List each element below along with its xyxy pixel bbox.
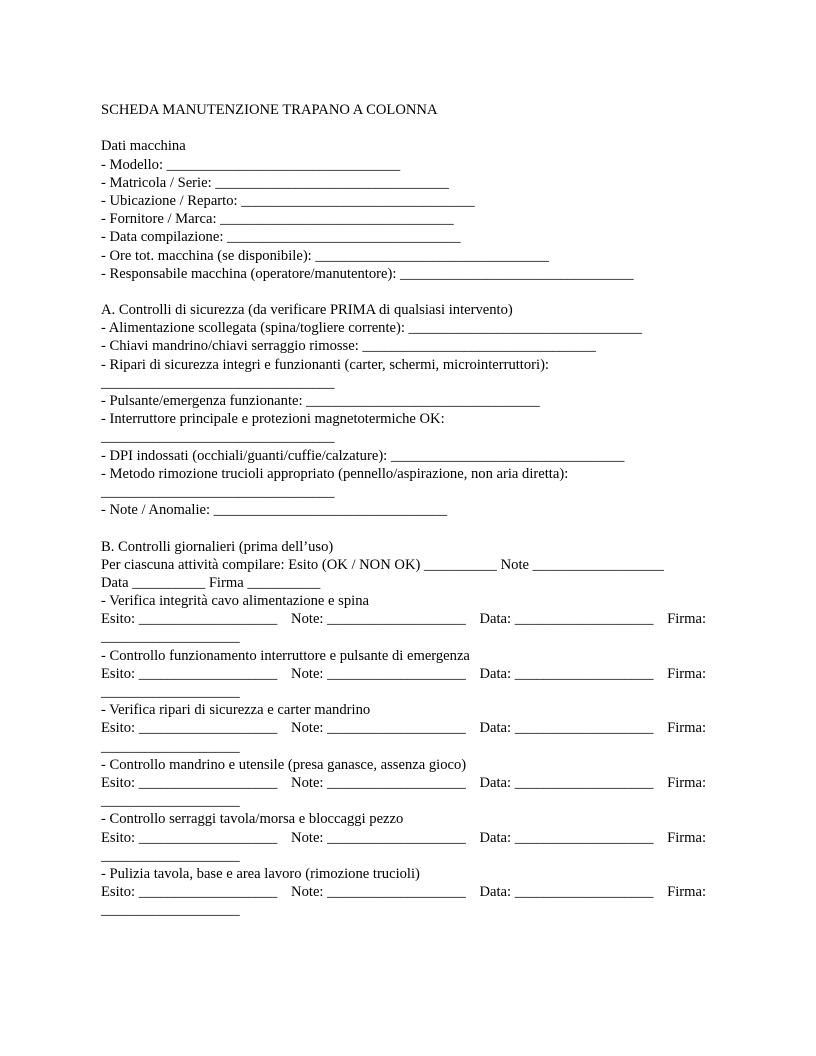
daily-check-item (101, 647, 741, 702)
daily-check-item (101, 865, 741, 920)
daily-item-label: - Verifica ripari di sicurezza e carter mandrino (101, 702, 371, 719)
firma-label: Firma: (667, 720, 706, 737)
daily-item-label: - Pulizia tavola, base e area lavoro (rimozione trucioli) (101, 865, 420, 882)
safety-line: - Chiavi mandrino/chiavi serraggio rimosse: ________________________________ (101, 338, 596, 355)
daily-item-fields (101, 774, 706, 792)
machine-section-heading: Dati macchina (101, 138, 186, 155)
data-field: Data: ___________________ (479, 774, 654, 791)
safety-line: - Note / Anomalie: ________________________________ (101, 502, 448, 519)
note-field: Note: ___________________ (291, 665, 466, 682)
safety-line: ________________________________ (101, 429, 335, 446)
firma-label: Firma: (667, 774, 706, 791)
firma-label: Firma: (667, 884, 706, 901)
spacer (101, 119, 741, 137)
safety-line: - Pulsante/emergenza funzionante: ________________________________ (101, 393, 540, 409)
daily-item-fields (101, 883, 706, 901)
safety-line: - Ripari di sicurezza integri e funzionanti (carter, schermi, microinterruttori): (101, 356, 549, 373)
esito-field: Esito: ___________________ (101, 829, 278, 846)
firma-label: Firma: (667, 665, 706, 682)
daily-item-label: - Controllo serraggi tavola/morsa e bloccaggi pezzo (101, 811, 404, 828)
daily-instructions: Data __________ Firma __________ (101, 574, 321, 591)
spacer (101, 283, 741, 301)
field-matricola: - Matricola / Serie: ________________________________ (101, 174, 449, 191)
note-field: Note: ___________________ (291, 884, 466, 901)
page-title: SCHEDA MANUTENZIONE TRAPANO A COLONNA (101, 102, 438, 118)
daily-check-item (101, 810, 741, 865)
daily-item-fields (101, 829, 706, 847)
esito-field: Esito: ___________________ (101, 774, 278, 791)
data-field: Data: ___________________ (479, 829, 654, 846)
firma-line: ___________________ (101, 684, 240, 700)
firma-line: ___________________ (101, 738, 240, 755)
daily-instructions: Per ciascuna attività compilare: Esito (OK / NON OK) __________ Note __________________ (101, 556, 664, 573)
safety-line: - DPI indossati (occhiali/guanti/cuffie/calzature): ________________________________ (101, 447, 625, 464)
daily-item-fields (101, 610, 706, 628)
data-field: Data: ___________________ (479, 720, 654, 737)
daily-checklist (101, 592, 741, 919)
field-modello: - Modello: ________________________________ (101, 156, 401, 173)
data-field: Data: ___________________ (479, 884, 654, 901)
field-fornitore: - Fornitore / Marca: ________________________________ (101, 211, 454, 228)
data-field: Data: ___________________ (479, 665, 654, 682)
daily-item-label: - Verifica integrità cavo alimentazione e spina (101, 593, 369, 610)
daily-item-label: - Controllo mandrino e utensile (presa ganasce, assenza gioco) (101, 756, 467, 773)
safety-line: - Alimentazione scollegata (spina/togliere corrente): ________________________________ (101, 320, 643, 337)
field-responsabile: - Responsabile macchina (operatore/manutentore): ________________________________ (101, 265, 634, 282)
safety-line: ________________________________ (101, 374, 335, 391)
daily-section-heading: B. Controlli giornalieri (prima dell’uso) (101, 538, 334, 555)
note-field: Note: ___________________ (291, 829, 466, 846)
safety-line: - Interruttore principale e protezioni magnetotermiche OK: (101, 411, 445, 428)
daily-item-label: - Controllo funzionamento interruttore e pulsante di emergenza (101, 647, 470, 664)
esito-field: Esito: ___________________ (101, 720, 278, 737)
firma-line: ___________________ (101, 629, 240, 646)
firma-line: ___________________ (101, 847, 240, 864)
note-field: Note: ___________________ (291, 774, 466, 791)
daily-item-fields (101, 719, 706, 737)
data-field: Data: ___________________ (479, 611, 654, 628)
daily-check-item (101, 756, 741, 811)
field-ubicazione: - Ubicazione / Reparto: ________________________________ (101, 192, 475, 209)
firma-line: ___________________ (101, 902, 240, 919)
esito-field: Esito: ___________________ (101, 884, 278, 901)
safety-line: - Metodo rimozione trucioli appropriato (pennello/aspirazione, non aria diretta): (101, 465, 569, 482)
esito-field: Esito: ___________________ (101, 665, 278, 682)
daily-check-item (101, 592, 741, 647)
firma-label: Firma: (667, 611, 706, 628)
esito-field: Esito: ___________________ (101, 611, 278, 628)
firma-line: ___________________ (101, 793, 240, 810)
note-field: Note: ___________________ (291, 720, 466, 737)
safety-line: ________________________________ (101, 483, 335, 500)
safety-section-heading: A. Controlli di sicurezza (da verificare PRIMA di qualsiasi intervento) (101, 302, 513, 319)
spacer (101, 519, 741, 537)
firma-label: Firma: (667, 829, 706, 846)
field-data-compilazione: - Data compilazione: ________________________________ (101, 229, 461, 246)
field-ore-macchina: - Ore tot. macchina (se disponibile): ________________________________ (101, 247, 549, 264)
maintenance-sheet (101, 101, 741, 919)
daily-check-item (101, 701, 741, 756)
note-field: Note: ___________________ (291, 611, 466, 628)
daily-item-fields (101, 665, 706, 683)
